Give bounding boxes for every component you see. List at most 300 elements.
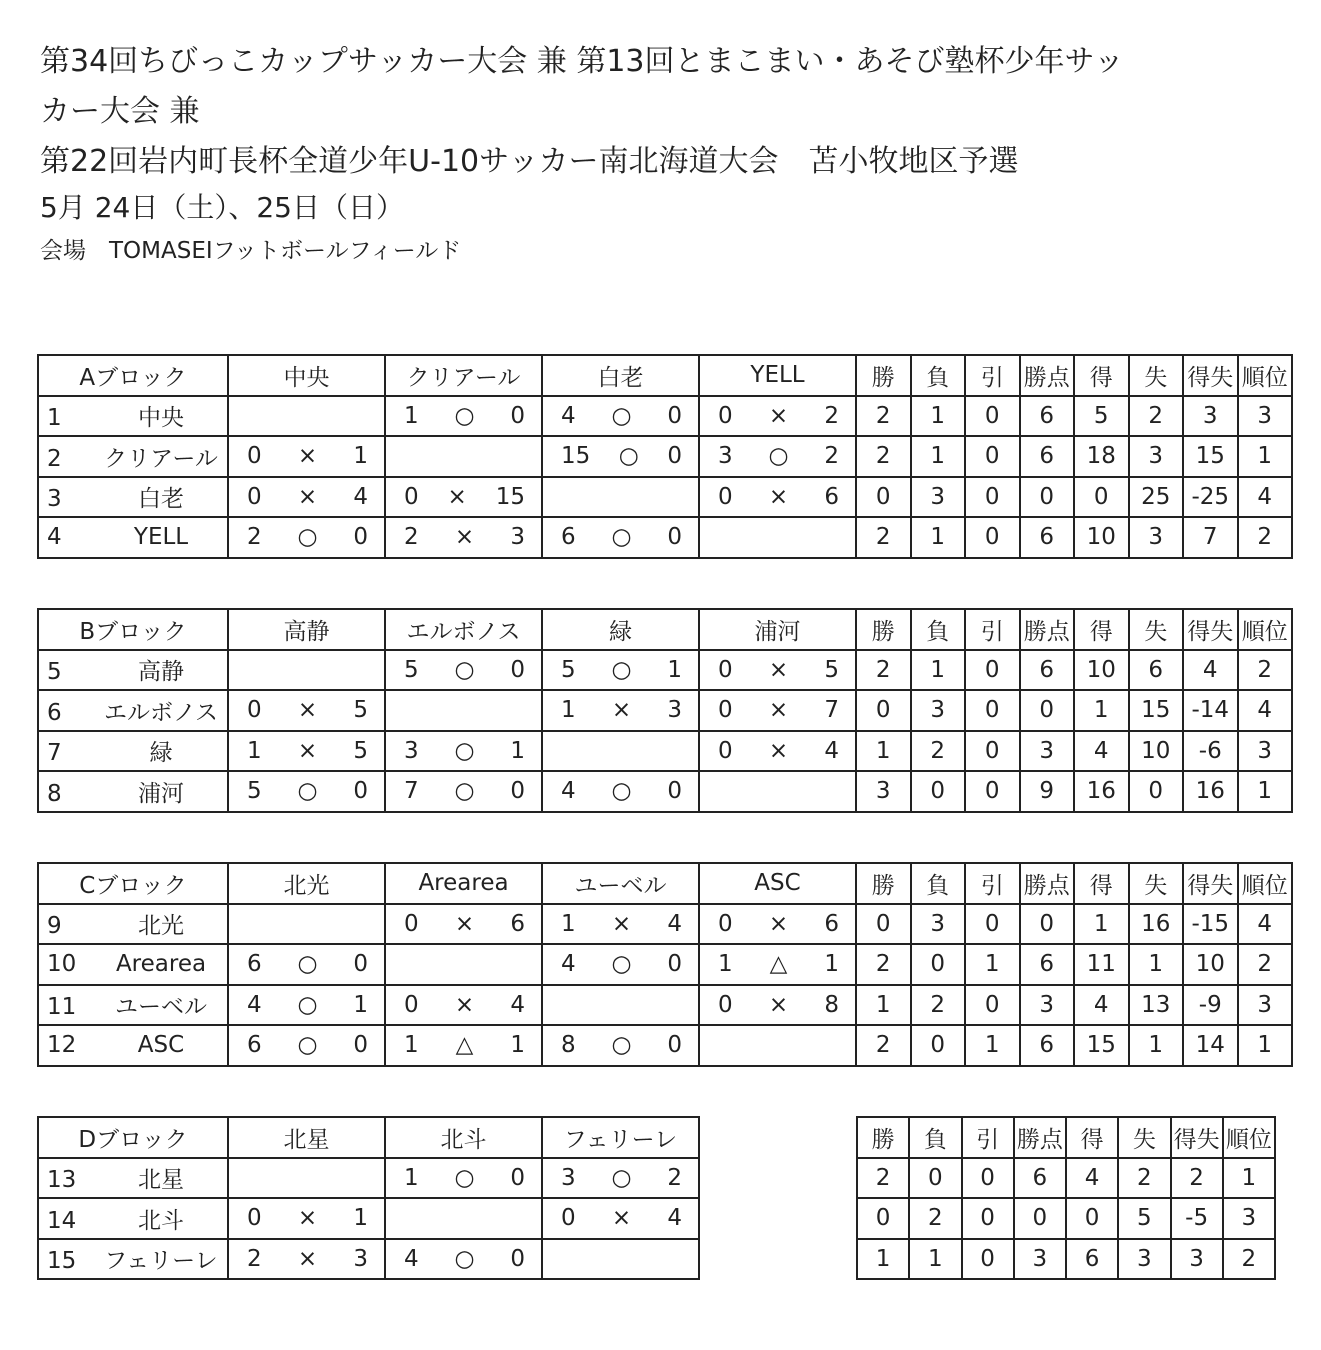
- goals-for: 5: [561, 656, 576, 683]
- stat-value: 6: [1066, 1239, 1118, 1280]
- goals-for: 1: [561, 697, 576, 724]
- team-number: 15: [47, 1248, 77, 1275]
- team-name: ASC: [137, 1032, 185, 1059]
- opponent-header: クリアール: [385, 355, 542, 396]
- stat-value: 1: [1129, 1025, 1184, 1066]
- team-cell: [38, 904, 228, 945]
- result-mark: ○: [611, 1164, 632, 1191]
- stat-value: 0: [1020, 904, 1075, 945]
- stat-value: 18: [1074, 436, 1129, 477]
- stat-value: 13: [1129, 985, 1184, 1026]
- result-mark: ○: [454, 402, 475, 429]
- team-row: [38, 1198, 699, 1239]
- goals-against: 3: [667, 697, 682, 724]
- match-result-cell: [699, 944, 856, 985]
- result-mark: ×: [611, 910, 632, 937]
- goals-against: 0: [667, 524, 682, 551]
- goals-against: 15: [495, 483, 525, 510]
- stat-header: 勝: [856, 863, 911, 904]
- stat-value: 4: [1074, 985, 1129, 1026]
- team-cell: [38, 690, 228, 731]
- team-cell: [38, 1239, 228, 1280]
- stat-header: 得失: [1183, 355, 1238, 396]
- goals-for: 4: [561, 402, 576, 429]
- stat-value: 7: [1183, 517, 1238, 558]
- stat-value: 2: [1223, 1239, 1275, 1280]
- stat-value: 0: [962, 1239, 1014, 1280]
- goals-against: 8: [824, 991, 839, 1018]
- team-cell: [38, 396, 228, 437]
- goals-for: 0: [404, 483, 419, 510]
- team-row: [38, 436, 1292, 477]
- self-match-cell: [385, 436, 542, 477]
- goals-for: 0: [561, 1205, 576, 1232]
- team-number: 1: [47, 405, 62, 432]
- match-result-cell: [542, 944, 699, 985]
- match-result-cell: [699, 731, 856, 772]
- match-result-cell: [385, 904, 542, 945]
- match-result-cell: [542, 771, 699, 812]
- stat-value: 6: [1020, 396, 1075, 437]
- stat-value: 2: [1171, 1158, 1223, 1199]
- team-name: クリアール: [104, 445, 218, 472]
- result-mark: ○: [768, 443, 789, 470]
- stat-value: 0: [1066, 1198, 1118, 1239]
- goals-for: 3: [718, 443, 733, 470]
- goals-against: 1: [353, 1205, 368, 1232]
- stat-value: 6: [1020, 650, 1075, 691]
- stat-value: 0: [965, 650, 1020, 691]
- stat-value: 3: [1118, 1239, 1170, 1280]
- stat-value: 0: [856, 904, 911, 945]
- team-number: 12: [47, 1032, 77, 1059]
- stat-value: 1: [1238, 436, 1293, 477]
- goals-against: 0: [510, 656, 525, 683]
- result-mark: ×: [297, 443, 318, 470]
- opponent-header: 緑: [542, 609, 699, 650]
- opponent-header: Arearea: [385, 863, 542, 904]
- result-mark: ×: [768, 737, 789, 764]
- opponent-header: 浦河: [699, 609, 856, 650]
- block-name: Cブロック: [38, 863, 228, 904]
- match-result-cell: [385, 477, 542, 518]
- result-mark: ×: [297, 737, 318, 764]
- team-name: エルボノス: [103, 699, 219, 726]
- header-row: [38, 355, 1292, 396]
- self-match-cell: [228, 650, 385, 691]
- match-result-cell: [699, 477, 856, 518]
- match-result-cell: [228, 731, 385, 772]
- team-name: 緑: [149, 740, 173, 767]
- match-result-cell: [699, 985, 856, 1026]
- team-name: 浦河: [138, 780, 184, 807]
- stat-header: 負: [911, 863, 966, 904]
- self-match-cell: [228, 1158, 385, 1199]
- match-result-cell: [228, 771, 385, 812]
- goals-for: 0: [718, 697, 733, 724]
- team-cell: [38, 1198, 228, 1239]
- stat-value: 2: [856, 436, 911, 477]
- result-mark: ○: [454, 737, 475, 764]
- title-line-1: 第34回ちびっこカップサッカー大会 兼 第13回とまこまい・あそび塾杯少年サッ: [40, 44, 1124, 79]
- goals-against: 0: [353, 951, 368, 978]
- goals-for: 6: [247, 951, 262, 978]
- goals-for: 1: [247, 737, 262, 764]
- stat-value: 1: [965, 944, 1020, 985]
- goals-against: 4: [667, 1205, 682, 1232]
- result-mark: ×: [768, 483, 789, 510]
- stat-header: 失: [1129, 609, 1184, 650]
- stat-value: 15: [1183, 436, 1238, 477]
- goals-against: 5: [353, 697, 368, 724]
- stat-value: 2: [1238, 944, 1293, 985]
- goals-for: 1: [561, 910, 576, 937]
- match-result-cell: [699, 904, 856, 945]
- result-mark: ○: [454, 1245, 475, 1272]
- team-name: 北斗: [138, 1207, 184, 1234]
- goals-against: 0: [667, 951, 682, 978]
- match-result-cell: [542, 517, 699, 558]
- team-name: フェリーレ: [104, 1248, 218, 1275]
- match-result-cell: [385, 771, 542, 812]
- stat-header: 勝: [856, 355, 911, 396]
- goals-for: 0: [247, 483, 262, 510]
- match-result-cell: [385, 517, 542, 558]
- match-result-cell: [699, 690, 856, 731]
- match-result-cell: [385, 396, 542, 437]
- stat-value: 3: [1171, 1239, 1223, 1280]
- stat-value: 2: [1129, 396, 1184, 437]
- stat-header: 失: [1129, 355, 1184, 396]
- team-name: 中央: [138, 405, 184, 432]
- stat-value: 3: [1129, 436, 1184, 477]
- goals-against: 1: [353, 991, 368, 1018]
- match-result-cell: [542, 1198, 699, 1239]
- result-mark: ×: [454, 524, 475, 551]
- stat-value: 16: [1129, 904, 1184, 945]
- result-mark: ○: [611, 402, 632, 429]
- stat-header: 得: [1074, 355, 1129, 396]
- match-result-cell: [699, 650, 856, 691]
- stat-header: 得: [1074, 863, 1129, 904]
- stat-value: 1: [909, 1239, 961, 1280]
- opponent-header: 高静: [228, 609, 385, 650]
- team-cell: [38, 985, 228, 1026]
- goals-for: 1: [404, 402, 419, 429]
- goals-against: 3: [510, 524, 525, 551]
- match-result-cell: [699, 436, 856, 477]
- result-mark: ×: [768, 402, 789, 429]
- stat-header: 失: [1118, 1117, 1170, 1158]
- goals-against: 1: [667, 656, 682, 683]
- match-result-cell: [228, 1198, 385, 1239]
- match-result-cell: [542, 436, 699, 477]
- team-row: [38, 690, 1292, 731]
- goals-against: 6: [824, 483, 839, 510]
- stat-value: 25: [1129, 477, 1184, 518]
- goals-against: 4: [510, 991, 525, 1018]
- goals-for: 0: [247, 697, 262, 724]
- stat-header: 勝点: [1020, 863, 1075, 904]
- team-row: [38, 731, 1292, 772]
- self-match-cell: [385, 690, 542, 731]
- stat-value: 3: [1238, 985, 1293, 1026]
- stat-value: 6: [1020, 517, 1075, 558]
- result-mark: ×: [297, 697, 318, 724]
- self-match-cell: [542, 477, 699, 518]
- goals-against: 5: [353, 737, 368, 764]
- goals-for: 4: [561, 951, 576, 978]
- block-results-table: [37, 1116, 700, 1280]
- stat-header: 勝点: [1014, 1117, 1066, 1158]
- stat-value: 2: [856, 944, 911, 985]
- result-mark: ○: [297, 1032, 318, 1059]
- stat-value: 3: [1238, 731, 1293, 772]
- stat-value: 0: [911, 1025, 966, 1066]
- stat-header: 引: [965, 863, 1020, 904]
- stat-value: 0: [965, 771, 1020, 812]
- result-mark: ○: [297, 524, 318, 551]
- block-results-table: [37, 862, 1293, 1067]
- goals-against: 6: [824, 910, 839, 937]
- stat-value: 6: [1020, 436, 1075, 477]
- stat-value: 3: [1020, 985, 1075, 1026]
- goals-against: 0: [353, 524, 368, 551]
- stat-value: 2: [856, 1025, 911, 1066]
- stat-value: 3: [1223, 1198, 1275, 1239]
- stat-value: 0: [911, 771, 966, 812]
- stat-value: 1: [856, 731, 911, 772]
- stat-value: 0: [965, 477, 1020, 518]
- match-result-cell: [542, 1025, 699, 1066]
- team-number: 13: [47, 1167, 77, 1194]
- stat-header: 勝: [857, 1117, 909, 1158]
- stat-value: 3: [1020, 731, 1075, 772]
- goals-against: 4: [824, 737, 839, 764]
- result-mark: ○: [454, 778, 475, 805]
- stat-value: 1: [1238, 1025, 1293, 1066]
- stat-value: -5: [1171, 1198, 1223, 1239]
- goals-against: 3: [353, 1245, 368, 1272]
- team-cell: [38, 517, 228, 558]
- stat-value: 1: [911, 436, 966, 477]
- stat-value: 16: [1183, 771, 1238, 812]
- opponent-header: 北斗: [385, 1117, 542, 1158]
- team-row: [38, 944, 1292, 985]
- stat-header: 引: [965, 609, 1020, 650]
- stat-value: 6: [1020, 1025, 1075, 1066]
- title-line-2: カー大会 兼: [40, 94, 200, 129]
- match-result-cell: [228, 944, 385, 985]
- goals-for: 0: [718, 737, 733, 764]
- goals-against: 4: [667, 910, 682, 937]
- stat-value: 2: [1118, 1158, 1170, 1199]
- header-row: [38, 863, 1292, 904]
- stat-header: 順位: [1238, 609, 1293, 650]
- stat-value: 2: [911, 985, 966, 1026]
- opponent-header: フェリーレ: [542, 1117, 699, 1158]
- goals-against: 4: [353, 483, 368, 510]
- event-venue: 会場 TOMASEIフットボールフィールド: [40, 238, 462, 264]
- goals-against: 1: [510, 1032, 525, 1059]
- goals-for: 0: [718, 991, 733, 1018]
- stat-value: -25: [1183, 477, 1238, 518]
- team-number: 11: [47, 994, 77, 1021]
- block-name: Bブロック: [38, 609, 228, 650]
- stat-header: 順位: [1238, 863, 1293, 904]
- result-mark: △: [769, 951, 788, 978]
- team-row: [38, 1158, 699, 1199]
- team-name: 白老: [138, 486, 184, 513]
- match-result-cell: [542, 1158, 699, 1199]
- team-row: [38, 517, 1292, 558]
- stat-value: 0: [1129, 771, 1184, 812]
- header-row: [38, 1117, 699, 1158]
- team-number: 14: [47, 1207, 77, 1234]
- stat-value: 3: [1238, 396, 1293, 437]
- stat-header: 勝点: [1020, 355, 1075, 396]
- stat-value: 0: [965, 690, 1020, 731]
- stat-value: 3: [1129, 517, 1184, 558]
- stat-header: 得: [1066, 1117, 1118, 1158]
- opponent-header: 北光: [228, 863, 385, 904]
- stat-value: 15: [1129, 690, 1184, 731]
- stat-value: 0: [965, 436, 1020, 477]
- stat-value: 2: [856, 650, 911, 691]
- goals-for: 1: [718, 951, 733, 978]
- team-row: [38, 1025, 1292, 1066]
- goals-for: 15: [561, 443, 591, 470]
- block-name: Aブロック: [38, 355, 228, 396]
- goals-for: 8: [561, 1032, 576, 1059]
- block-standings-table: [856, 1116, 1276, 1280]
- stat-value: 14: [1183, 1025, 1238, 1066]
- stat-value: 0: [1020, 477, 1075, 518]
- match-result-cell: [228, 436, 385, 477]
- stat-header: 負: [911, 355, 966, 396]
- team-number: 8: [47, 780, 62, 807]
- team-row: [38, 904, 1292, 945]
- result-mark: ○: [611, 778, 632, 805]
- goals-against: 0: [510, 402, 525, 429]
- goals-for: 0: [247, 443, 262, 470]
- goals-for: 4: [561, 778, 576, 805]
- stat-value: 0: [857, 1198, 909, 1239]
- result-mark: ○: [297, 778, 318, 805]
- stat-value: 1: [856, 985, 911, 1026]
- result-mark: ×: [297, 1245, 318, 1272]
- stat-value: 3: [1183, 396, 1238, 437]
- result-mark: ×: [768, 697, 789, 724]
- stat-value: 0: [962, 1158, 1014, 1199]
- goals-against: 5: [824, 656, 839, 683]
- team-cell: [38, 650, 228, 691]
- match-result-cell: [228, 517, 385, 558]
- stat-header: 得: [1074, 609, 1129, 650]
- match-result-cell: [228, 1025, 385, 1066]
- result-mark: ×: [768, 991, 789, 1018]
- stat-header: 得失: [1183, 863, 1238, 904]
- match-result-cell: [228, 1239, 385, 1280]
- stat-header: 負: [911, 609, 966, 650]
- goals-against: 2: [667, 1164, 682, 1191]
- stat-value: -9: [1183, 985, 1238, 1026]
- goals-for: 4: [247, 991, 262, 1018]
- team-row: [38, 771, 1292, 812]
- result-mark: ○: [454, 1164, 475, 1191]
- match-result-cell: [228, 985, 385, 1026]
- stat-value: 4: [1183, 650, 1238, 691]
- stat-value: 4: [1066, 1158, 1118, 1199]
- stat-value: 0: [856, 477, 911, 518]
- team-number: 3: [47, 486, 62, 513]
- goals-for: 0: [718, 656, 733, 683]
- stat-header: 得失: [1171, 1117, 1223, 1158]
- match-result-cell: [542, 396, 699, 437]
- goals-for: 0: [247, 1205, 262, 1232]
- team-row: [38, 1239, 699, 1280]
- result-mark: ×: [297, 483, 318, 510]
- header-row: [857, 1117, 1275, 1158]
- stat-value: 2: [909, 1198, 961, 1239]
- team-name: 北星: [138, 1167, 184, 1194]
- result-mark: △: [455, 1032, 474, 1059]
- stat-value: 1: [857, 1239, 909, 1280]
- goals-against: 1: [510, 737, 525, 764]
- stat-value: -6: [1183, 731, 1238, 772]
- goals-for: 2: [247, 524, 262, 551]
- result-mark: ×: [768, 656, 789, 683]
- stat-value: 1: [1129, 944, 1184, 985]
- standings-row: [857, 1239, 1275, 1280]
- goals-against: 6: [510, 910, 525, 937]
- stat-value: 6: [1014, 1158, 1066, 1199]
- stat-value: 15: [1074, 1025, 1129, 1066]
- opponent-header: 白老: [542, 355, 699, 396]
- stat-value: 2: [1238, 517, 1293, 558]
- stat-value: 0: [911, 944, 966, 985]
- goals-for: 6: [561, 524, 576, 551]
- goals-for: 4: [404, 1245, 419, 1272]
- self-match-cell: [542, 985, 699, 1026]
- stat-value: 0: [965, 517, 1020, 558]
- goals-against: 1: [353, 443, 368, 470]
- stat-value: 3: [911, 477, 966, 518]
- stat-value: 10: [1129, 731, 1184, 772]
- opponent-header: YELL: [699, 355, 856, 396]
- stat-value: 4: [1238, 690, 1293, 731]
- stat-value: 0: [1020, 690, 1075, 731]
- result-mark: ○: [611, 656, 632, 683]
- stat-value: 10: [1074, 517, 1129, 558]
- match-result-cell: [699, 396, 856, 437]
- team-row: [38, 985, 1292, 1026]
- goals-against: 1: [824, 951, 839, 978]
- team-name: YELL: [133, 524, 189, 551]
- result-mark: ○: [454, 656, 475, 683]
- team-row: [38, 477, 1292, 518]
- team-number: 5: [47, 659, 62, 686]
- stat-value: 0: [856, 690, 911, 731]
- stat-value: 0: [962, 1198, 1014, 1239]
- stat-value: 4: [1238, 904, 1293, 945]
- team-number: 7: [47, 740, 62, 767]
- goals-for: 5: [404, 656, 419, 683]
- match-result-cell: [385, 731, 542, 772]
- result-mark: ×: [611, 1205, 632, 1232]
- stat-value: 4: [1238, 477, 1293, 518]
- team-cell: [38, 477, 228, 518]
